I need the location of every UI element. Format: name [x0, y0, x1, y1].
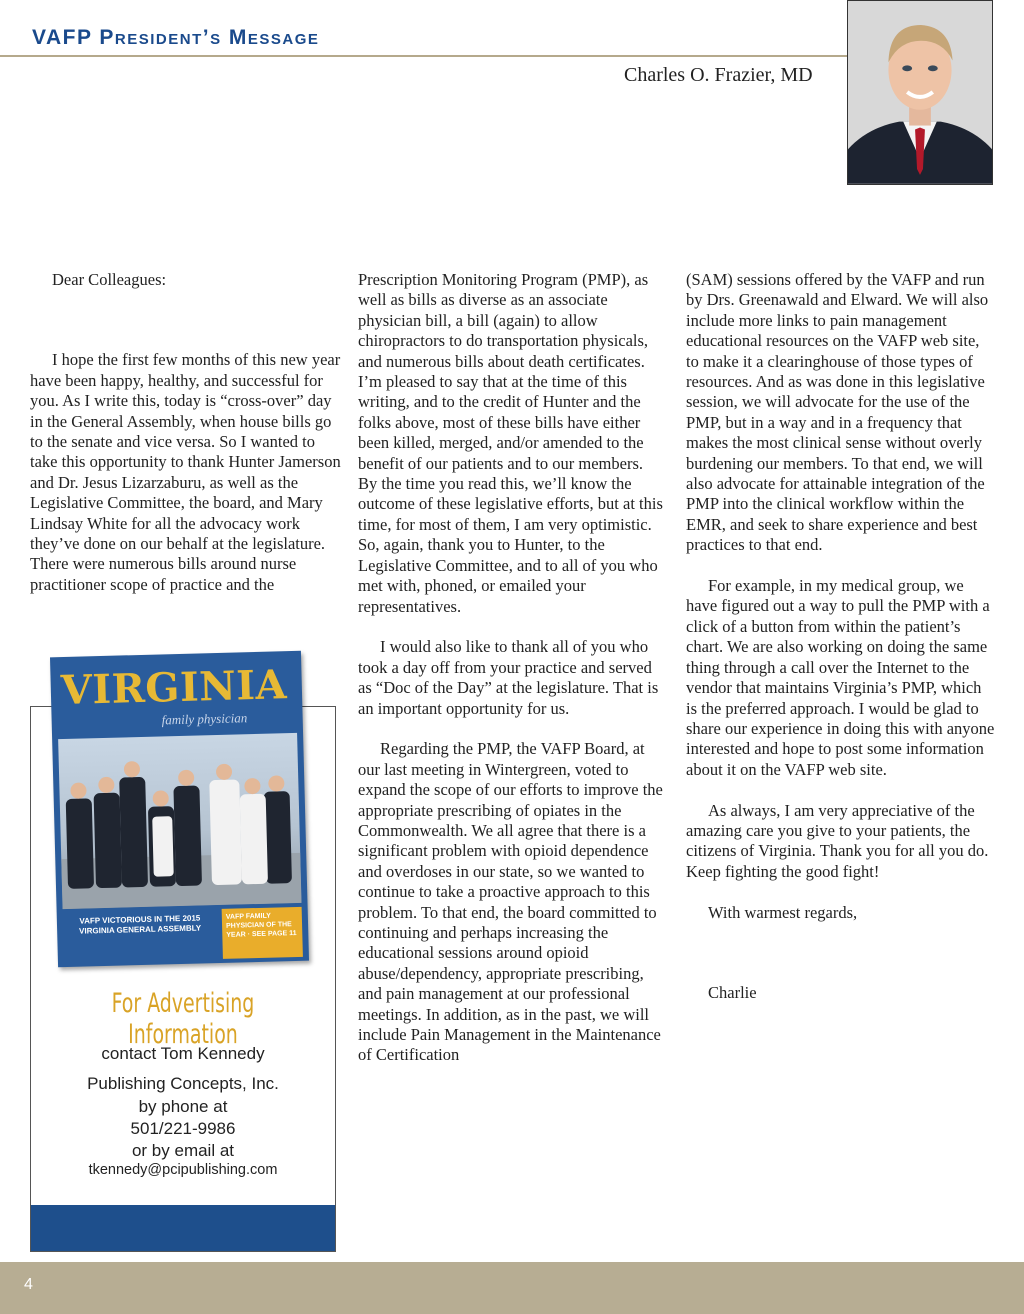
author-portrait: [847, 0, 993, 185]
letter-paragraph: (SAM) sessions offered by the VAFP and run by Drs. Greenawald and Elward. We will also include more links to pain management educational resources on the VAFP web site, to make it a clearinghouse of those types of resources. And as was done in this legislative session, we will advocate for the use of the PMP, but in a way and in a frequency that makes the most clinical sense without overly burdening our members. To that end, we will also advocate for attainable integration of the PMP into the clinical workflow within the EMR, and seek to share experience and best practices to that end.: [686, 270, 989, 555]
cover-photo: [58, 733, 301, 909]
letter-paragraph: As always, I am very appreciative of the amazing care you give to your patients, the citizens of Virginia. Thank you for all you do. Keep fighting the good fight!: [686, 800, 989, 881]
signature: Charlie: [708, 982, 757, 1002]
letter-paragraph: Regarding the PMP, the VAFP Board, at our last meeting in Wintergreen, voted to expand the scope of our efforts to improve the appropriate prescribing of opiates in the Commonwealth. We all agree that there is a significant problem with opioid dependence and overdoses in our state, so we wanted to continue to take a proactive approach to this problem. To that end, the board committed to continuing and perhaps increasing the educational sessions around opioid abuse/dependency, appropriate prescribing, and pain management at our professional meetings. In addition, as in the past, we will include Pain Management in the Maintenance of Certification: [358, 739, 663, 1065]
advertising-bar: [31, 1205, 335, 1251]
cover-title: VIRGINIA: [60, 661, 288, 715]
cover-group-illustration: [58, 733, 301, 909]
closing: With warmest regards,: [708, 902, 858, 922]
salutation: Dear Colleagues:: [52, 270, 167, 289]
cover-caption: VAFP VICTORIOUS IN THE 2015 VIRGINIA GENERAL ASSEMBLY: [78, 913, 202, 936]
letter-paragraph: I would also like to thank all of you who took a day off from your practice and served as “Doc of the Day” at the legislature. That is an important opportunity for us.: [358, 637, 659, 718]
ad-phone: 501/221-9986: [130, 1119, 236, 1138]
cover-subtitle: family physician: [161, 710, 248, 728]
ad-contact: contact Tom Kennedy: [101, 1044, 265, 1063]
page-title: VAFP President’s Message: [32, 26, 320, 49]
ad-email-label: or by email at: [131, 1141, 235, 1160]
page-number: 4: [24, 1276, 33, 1293]
portrait-illustration: [848, 1, 992, 184]
ad-phone-label: by phone at: [138, 1097, 228, 1116]
letter-paragraph: I hope the first few months of this new year have been happy, healthy, and successful for you. As I write this, today is “cross-over” day in the General Assembly, when house bills go to the senate and vice versa. So I wanted to take this opportunity to thank Hunter Jamerson and Dr. Jesus Lizarzaburu, as well as the Legislative Committee, the board, and Mary Lindsay White for all the advocacy work they’ve done on our behalf at the legislature. There were numerous bills around nurse practitioner scope of practice and the: [30, 350, 341, 594]
letter-column-2: [358, 270, 663, 1066]
ad-email: tkennedy@pcipublishing.com: [88, 1162, 278, 1178]
letter-paragraph: For example, in my medical group, we have figured out a way to pull the PMP with a click of a button from within the patient’s chart. We are also working on doing the same thing through a call over the Internet to the vendor that maintains Virginia’s PMP, which is the preferred approach. I would be glad to share our experience in doing this with anyone interested and hope to post some information about it on the VAFP web site.: [686, 576, 995, 779]
letter-paragraph: Prescription Monitoring Program (PMP), as well as bills as diverse as an associate physician bill, a bill (again) to allow chiropractors to do transportation physicals, and numerous bills about death certificates. I’m pleased to say that at the time of this writing, and to the credit of Hunter and the folks above, most of these bills have either been killed, merged, and/or amended to the benefit of our patients and to our members. By the time you read this, we’ll know the outcome of these legislative efforts, but at this time, for most of them, I am very optimistic. So, again, thank you to Hunter, to the Legislative Committee, and to all of you who met with, phoned, or emailed your representatives.: [358, 270, 663, 616]
cover-badge: VAFP FAMILY PHYSICIAN OF THE YEAR · SEE PAGE 11: [222, 907, 303, 959]
advertising-headline: For Advertising Information: [111, 988, 255, 1050]
header-rule: [0, 55, 850, 57]
magazine-cover: [50, 651, 309, 967]
author-name: Charles O. Frazier, MD: [624, 64, 813, 86]
ad-company: Publishing Concepts, Inc.: [87, 1074, 279, 1093]
letter-column-1: [30, 270, 342, 595]
footer-bar: [0, 1262, 1024, 1314]
letter-column-3: [686, 270, 996, 1003]
